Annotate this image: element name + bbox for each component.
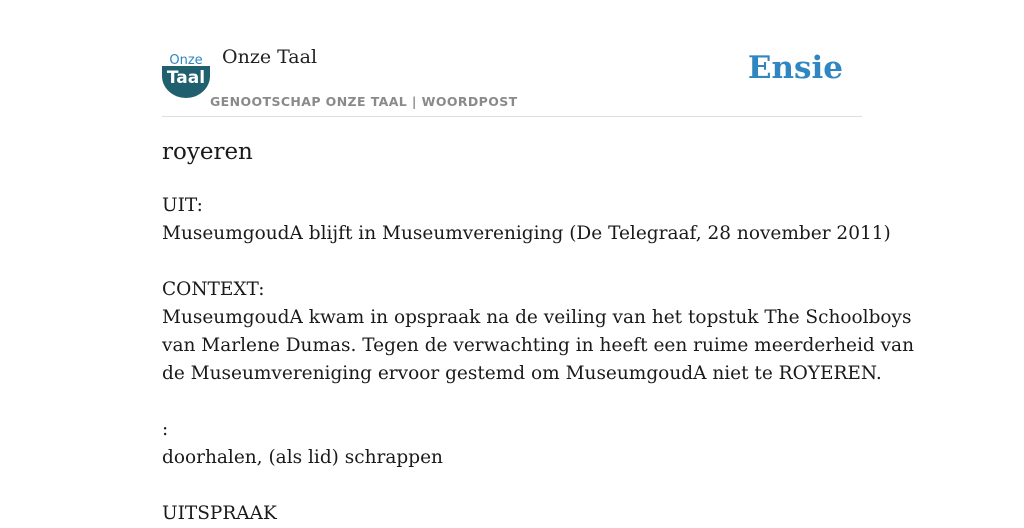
site-name[interactable]: Onze Taal — [222, 46, 318, 68]
logo-text-bottom: Taal — [166, 68, 206, 88]
paragraph-gap — [162, 248, 862, 276]
definition-text: doorhalen, (als lid) schrappen — [162, 447, 443, 468]
definition-label: : — [162, 419, 169, 440]
context-label: CONTEXT: — [162, 279, 265, 300]
uitspraak-label: UITSPRAAK — [162, 503, 277, 524]
site-subtitle: GENOOTSCHAP ONZE TAAL | WOORDPOST — [210, 94, 518, 109]
context-line: van Marlene Dumas. Tegen de verwachting in heeft een ruime meerderheid van — [162, 335, 914, 356]
paragraph-gap — [162, 388, 862, 416]
site-header — [162, 44, 862, 117]
ensie-brand-link[interactable]: Ensie — [747, 50, 843, 86]
context-line: MuseumgoudA kwam in opspraak na de veiling van het topstuk The Schoolboys — [162, 307, 912, 328]
logo-text-top: Onze — [169, 53, 203, 68]
onze-taal-logo[interactable] — [162, 52, 210, 96]
paragraph-gap — [162, 472, 862, 500]
context-line: de Museumvereniging ervoor gestemd om MuseumgoudA niet te ROYEREN. — [162, 363, 882, 384]
uit-text: MuseumgoudA blijft in Museumvereniging (De Telegraaf, 28 november 2011) — [162, 223, 891, 244]
uit-label: UIT: — [162, 195, 203, 216]
page-title: royeren — [162, 139, 253, 165]
article-body — [162, 192, 914, 528]
